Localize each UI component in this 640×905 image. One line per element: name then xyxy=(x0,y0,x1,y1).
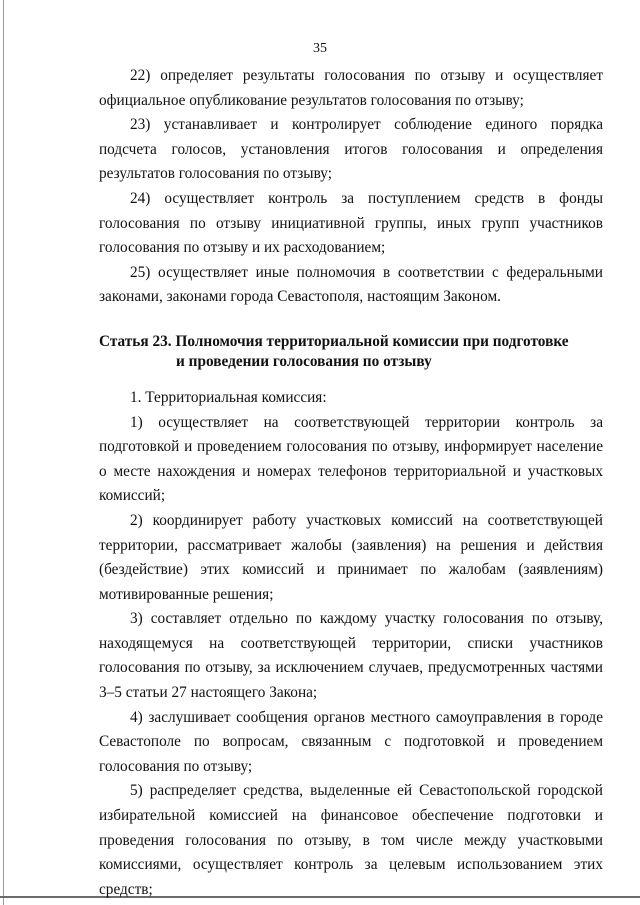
paragraph-item-23: 23) устанавливает и контролирует соблюдение единого порядка подсчета голосов, установления итогов голосования и определения результатов голосования по отзыву; xyxy=(99,116,603,183)
paragraph-item-22: 22) определяет результаты голосования по отзыву и осуществляет официальное опубликование результатов голосования по отзыву; xyxy=(99,67,603,109)
paragraph-item-5: 5) распределяет средства, выделенные ей Севастопольской городской избирательной комиссией на финансовое обеспечение подготовки и проведения голосования по отзыву, в том числе между участковыми комиссиями, осуществляет контроль за целевым использованием этих средств; xyxy=(99,782,603,898)
paragraph-item-2: 2) координирует работу участковых комиссий на соответствующей территории, рассматривает жалобы (заявления) на решения и действия (бездействие) этих комиссий и принимает по жалобам (заявлениям) мотивированные решения; xyxy=(99,511,603,603)
paragraph-item-3: 3) составляет отдельно по каждому участку голосования по отзыву, находящемуся на соответствующей территории, списки участников голосования по отзыву, за исключением случаев, предусмотренных частями 3–5 статьи 27 настоящего Закона; xyxy=(99,610,603,702)
paragraph-item-25: 25) осуществляет иные полномочия в соответствии с федеральными законами, законами города Севастополя, настоящим Законом. xyxy=(99,263,603,306)
paragraph-part-1: 1. Территориальная комиссия: xyxy=(130,388,327,406)
article-title-line1: Статья 23. Полномочия территориальной комиссии при подготовке xyxy=(99,332,569,350)
paragraph-item-24: 24) осуществляет контроль за поступлением средств в фонды голосования по отзыву инициативной группы, иных групп участников голосования по отзыву и их расходованием; xyxy=(99,189,603,257)
page-number: 35 xyxy=(313,41,327,56)
paragraph-item-4: 4) заслушивает сообщения органов местного самоуправления в городе Севастополе по вопросам, связанным с подготовкой и проведением голосования по отзыву; xyxy=(99,708,603,775)
article-title-line2: и проведении голосования по отзыву xyxy=(176,352,432,370)
paragraph-item-1: 1) осуществляет на соответствующей территории контроль за подготовкой и проведением голосования по отзыву, информирует население о месте нахождения и номерах телефонов территориальной и участковых комиссий; xyxy=(99,413,603,505)
scan-left-edge xyxy=(3,0,4,905)
article-heading xyxy=(99,332,603,372)
document-body xyxy=(99,64,603,902)
